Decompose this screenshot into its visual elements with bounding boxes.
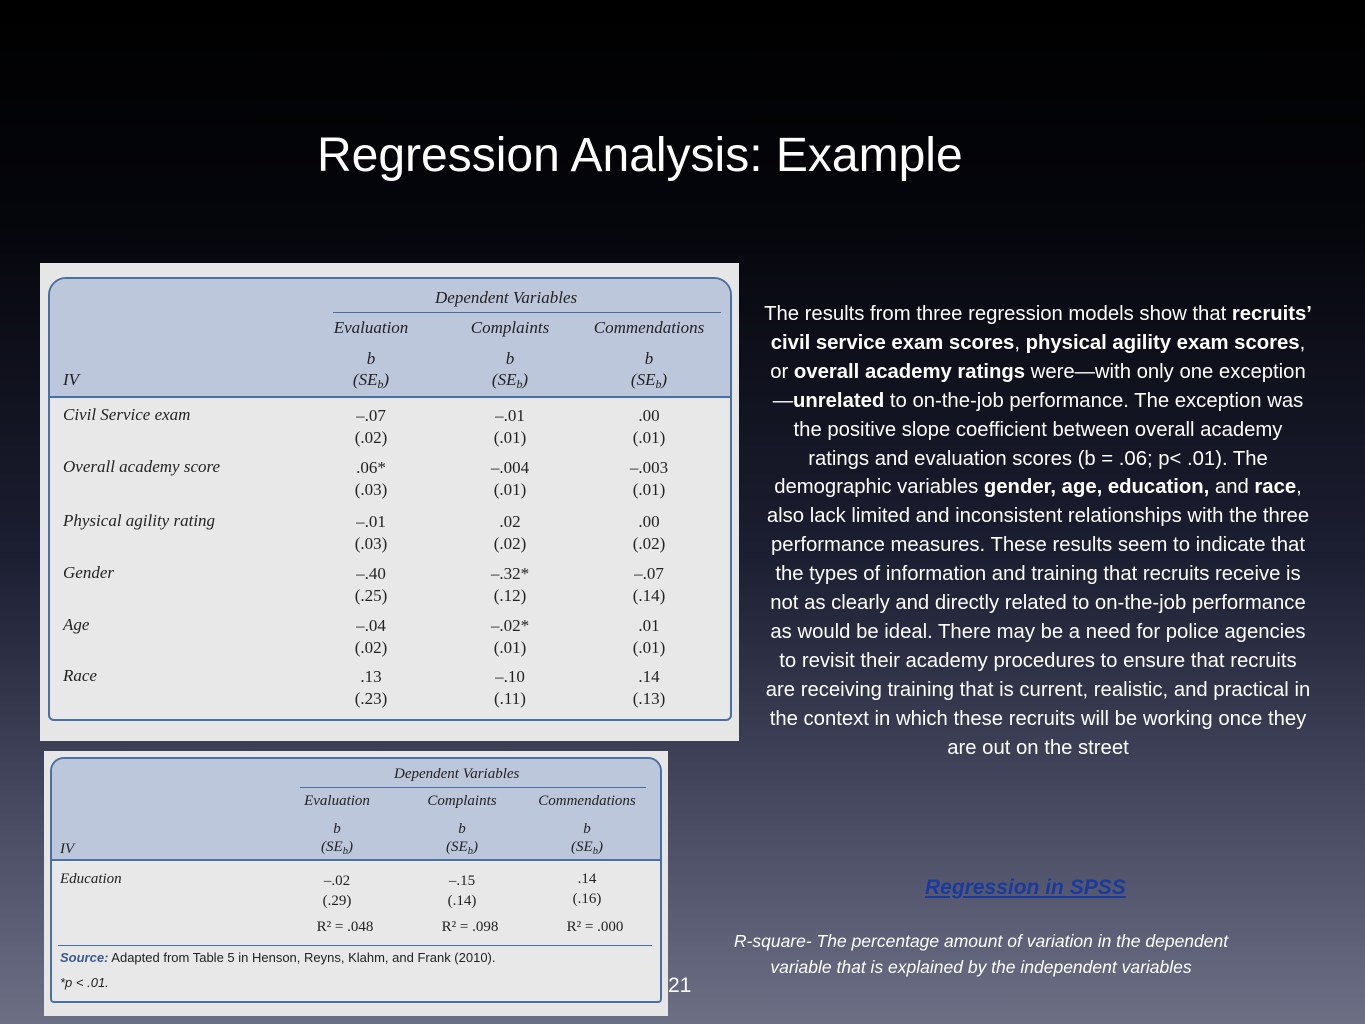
stat-b: b (333, 821, 341, 837)
table-cell: –.004 (.01) (490, 458, 530, 499)
row-label: Civil Service exam (63, 405, 191, 424)
table-cell: .14 (.13) (632, 667, 666, 708)
col-commendations: Commendations (593, 318, 705, 337)
stat-b: b (644, 349, 654, 368)
col-complaints: Complaints (470, 318, 550, 337)
row-label: Overall academy score (63, 457, 221, 476)
r-squared-value: R² = .000 (566, 919, 624, 935)
table-cell: –.07 (.02) (354, 406, 388, 447)
table-cell: .00 (.02) (632, 512, 666, 553)
table-header-band (50, 279, 730, 398)
table-cell: –.40 (.25) (354, 564, 388, 605)
row-label: Gender (63, 563, 114, 582)
col-evaluation: Evaluation (333, 318, 409, 337)
table-cell: –.32* (.12) (490, 564, 530, 605)
table-cell: –.003 (.01) (629, 458, 669, 499)
page-number: 21 (668, 974, 692, 997)
stat-se: $(SE_b)$ (630, 370, 668, 391)
table-cell: .01 (.01) (632, 616, 666, 657)
regression-table (48, 277, 732, 721)
table-cell: .00 (.01) (632, 406, 666, 447)
row-label: Age (63, 615, 90, 634)
table-cell: –.10 (.11) (494, 667, 526, 708)
stat-b: b (366, 349, 376, 368)
footer-rule (58, 945, 652, 946)
table-cell: –.04 (.02) (354, 616, 388, 657)
table-cell: .02 (.02) (493, 512, 527, 553)
stat-b: b (583, 821, 591, 837)
col-complaints: Complaints (427, 793, 497, 809)
table-cell: –.01 (.03) (354, 512, 388, 553)
education-table-image (44, 751, 668, 1016)
significance-note: *p < .01. (60, 975, 109, 990)
row-label: Physical agility rating (63, 511, 216, 530)
dependent-variables-header: Dependent Variables (435, 288, 578, 307)
stat-se: $(SE_b)$ (352, 370, 390, 391)
table-cell: .13 (.23) (354, 667, 388, 708)
iv-label: IV (63, 370, 80, 389)
table-cell: .14 (.16) (572, 871, 602, 907)
r-squared-value: R² = .098 (441, 919, 499, 935)
stat-se: $(SE_b)$ (321, 839, 353, 857)
stat-se: $(SE_b)$ (491, 370, 529, 391)
stat-b: b (458, 821, 466, 837)
table-cell: –.02* (.01) (490, 616, 530, 657)
table-cell: –.07 (.14) (632, 564, 666, 605)
r-squared-value: R² = .048 (316, 919, 374, 935)
header-rule (300, 787, 646, 788)
iv-label: IV (60, 841, 75, 857)
stat-se: $(SE_b)$ (571, 839, 603, 857)
table-cell: .06* (.03) (354, 458, 388, 499)
regression-in-spss-link[interactable]: Regression in SPSS (925, 876, 1126, 899)
source-note: Source: Adapted from Table 5 in Henson, Reyns, Klahm, and Frank (2010). (60, 950, 496, 965)
table-cell: –.01 (.01) (493, 406, 527, 447)
stat-b: b (505, 349, 515, 368)
results-paragraph: The results from three regression models show that recruits’ civil service exam scores, physical agility exam scores, or overall academy ratings were—with only one exception—unrelated to on-the-job performance. The exception was the positive slope coefficient between overall academy ratings and evaluation scores (b = .06; p< .01). The demographic variables gender, age, education, and race, also lack limited and inconsistent relationships with the three performance measures. These results seem to indicate that the types of information and training that recruits receive is not as clearly and directly related to on-the-job performance as would be ideal. There may be a need for police agencies to revisit their academy procedures to ensure that recruits are receiving training that is current, realistic, and practical in the context in which these recruits will be working once they are out on the street (764, 303, 1312, 759)
stat-se: $(SE_b)$ (446, 839, 478, 857)
table-cell: –.15 (.14) (447, 873, 477, 909)
col-evaluation: Evaluation (304, 793, 370, 809)
slide-title: Regression Analysis: Example (317, 129, 963, 182)
r-square-definition: R-square- The percentage amount of variation in the dependent variable that is explained by the independent variables (733, 931, 1229, 977)
education-table (50, 757, 662, 1003)
row-label: Race (63, 666, 97, 685)
table-header-band (52, 759, 660, 861)
header-rule (333, 312, 721, 313)
col-commendations: Commendations (538, 793, 636, 809)
row-label: Education (60, 871, 122, 887)
table-cell: –.02 (.29) (322, 873, 352, 909)
regression-table-image (40, 263, 739, 741)
dependent-variables-header: Dependent Variables (394, 766, 520, 782)
